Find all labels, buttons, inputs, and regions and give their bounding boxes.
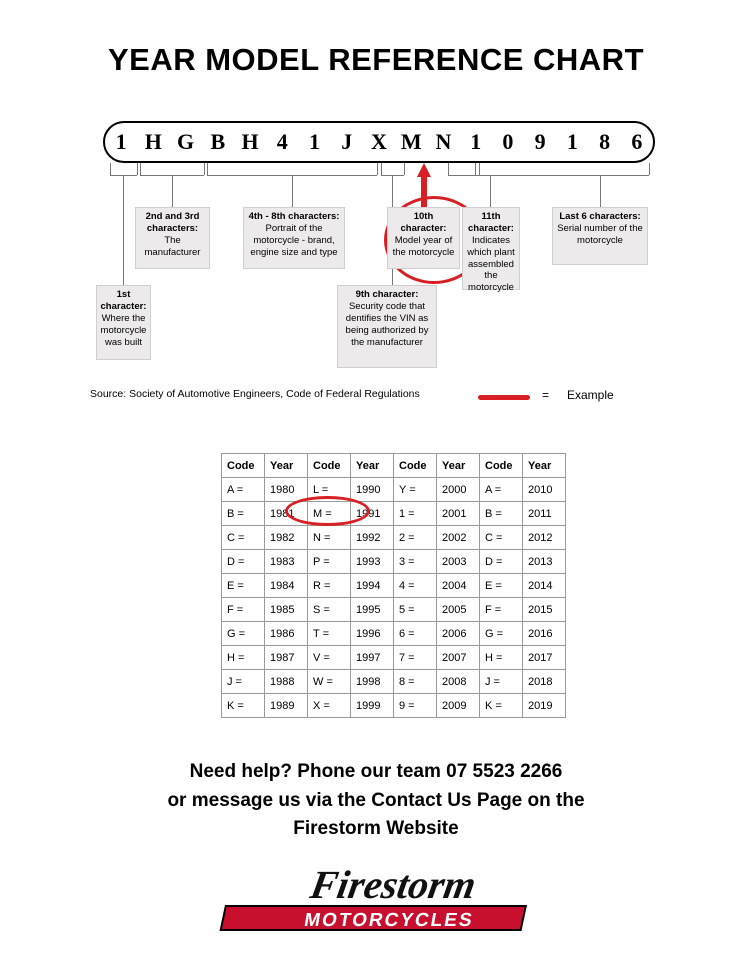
connector-line — [137, 163, 138, 175]
cell-year: 2004 — [437, 574, 480, 598]
year-1991-highlight-circle — [285, 496, 370, 526]
vin-character: 1 — [309, 129, 321, 154]
cell-year: 2000 — [437, 478, 480, 502]
connector-line — [490, 175, 491, 207]
callout-heading: 2nd and 3rd characters: — [145, 211, 200, 234]
callout-body: Model year of the motorcycle — [392, 234, 455, 258]
cell-year: 1999 — [351, 694, 394, 718]
cell-code: 9 = — [394, 694, 437, 718]
example-equals: = — [542, 388, 550, 402]
connector-line — [448, 163, 449, 175]
source-text: Source: Society of Automotive Engineers, Code of Federal Regulations — [90, 388, 420, 400]
cell-year: 2001 — [437, 502, 480, 526]
footer-line-3: Firestorm Website — [293, 818, 459, 839]
table-row — [222, 598, 566, 622]
cell-year: 2018 — [523, 670, 566, 694]
column-header: Year — [265, 454, 308, 478]
callout-heading: 9th character: — [355, 289, 419, 300]
cell-year: 2016 — [523, 622, 566, 646]
cell-code: 8 = — [394, 670, 437, 694]
column-header: Year — [437, 454, 480, 478]
page-title: YEAR MODEL REFERENCE CHART — [107, 42, 645, 77]
connector-line — [479, 175, 649, 176]
cell-code: R = — [308, 574, 351, 598]
vin-character: N — [435, 129, 452, 154]
cell-year: 2011 — [523, 502, 566, 526]
callout-body: Serial number of the motorcycle — [557, 222, 643, 246]
table-header-row — [222, 454, 566, 478]
cell-code: C = — [480, 526, 523, 550]
vin-character: 8 — [599, 129, 611, 154]
callout-heading: 4th - 8th characters: — [248, 211, 340, 222]
cell-year-highlighted: 1991 — [351, 502, 394, 526]
vin-number-box — [103, 121, 655, 163]
cell-code: K = — [480, 694, 523, 718]
callout-heading: 10th character: — [400, 211, 447, 234]
connector-line — [172, 175, 173, 207]
cell-code: K = — [222, 694, 265, 718]
cell-code: J = — [480, 670, 523, 694]
connector-line — [475, 163, 476, 175]
footer-line-2: or message us via the Contact Us Page on the — [167, 789, 585, 811]
vin-character: 1 — [115, 129, 127, 154]
connector-line — [381, 163, 382, 175]
connector-line — [649, 163, 650, 175]
vin-character: 6 — [631, 129, 643, 154]
vin-character: H — [144, 129, 162, 154]
column-header: Year — [523, 454, 566, 478]
cell-code-highlighted: M = — [308, 502, 351, 526]
example-swatch — [478, 395, 530, 400]
callout-body: Where the motorcycle was built — [100, 312, 147, 348]
cell-year: 1993 — [351, 550, 394, 574]
cell-year: 1985 — [265, 598, 308, 622]
table-row — [222, 694, 566, 718]
cell-year: 1984 — [265, 574, 308, 598]
cell-code: H = — [222, 646, 265, 670]
vin-character: 4 — [276, 129, 288, 154]
cell-code: X = — [308, 694, 351, 718]
table-row — [222, 502, 566, 526]
cell-year: 2005 — [437, 598, 480, 622]
vin-character: 1 — [566, 129, 578, 154]
table-row — [222, 574, 566, 598]
footer-line-1: Need help? Phone our team 07 5523 2266 — [189, 761, 563, 782]
callout-tenth-character — [387, 207, 460, 269]
callout-body: Portrait of the motorcycle - brand, engine size and type — [250, 222, 338, 258]
connector-line — [292, 175, 293, 207]
cell-code: H = — [480, 646, 523, 670]
cell-year: 2012 — [523, 526, 566, 550]
cell-year: 1981 — [265, 502, 308, 526]
callout-body: The manufacturer — [144, 234, 201, 258]
cell-code: N = — [308, 526, 351, 550]
callout-heading: Last 6 characters: — [559, 211, 641, 222]
callout-body: Indicates which plant assembled the motorcycle — [467, 234, 515, 294]
cell-code: 2 = — [394, 526, 437, 550]
cell-code: S = — [308, 598, 351, 622]
vin-character: 9 — [534, 129, 546, 154]
cell-year: 1995 — [351, 598, 394, 622]
table-row — [222, 526, 566, 550]
cell-code: D = — [222, 550, 265, 574]
column-header: Code — [222, 454, 265, 478]
callout-eleventh-character — [462, 207, 520, 294]
cell-code: F = — [222, 598, 265, 622]
cell-code: C = — [222, 526, 265, 550]
connector-line — [600, 175, 601, 207]
connector-line — [479, 163, 480, 175]
cell-year: 2003 — [437, 550, 480, 574]
cell-code: G = — [480, 622, 523, 646]
cell-code: G = — [222, 622, 265, 646]
cell-year: 1998 — [351, 670, 394, 694]
table-row — [222, 478, 566, 502]
column-header: Code — [394, 454, 437, 478]
cell-code: 7 = — [394, 646, 437, 670]
callout-ninth-character — [337, 285, 437, 368]
cell-code: P = — [308, 550, 351, 574]
cell-code: A = — [480, 478, 523, 502]
connector-line — [110, 163, 111, 175]
cell-year: 1986 — [265, 622, 308, 646]
table-row — [222, 622, 566, 646]
cell-code: E = — [480, 574, 523, 598]
cell-code: A = — [222, 478, 265, 502]
connector-line — [207, 163, 208, 175]
firestorm-logo — [196, 858, 556, 936]
cell-year: 2019 — [523, 694, 566, 718]
cell-year: 1990 — [351, 478, 394, 502]
cell-year: 1994 — [351, 574, 394, 598]
cell-code: J = — [222, 670, 265, 694]
callout-fourth-eighth-characters — [243, 207, 345, 269]
cell-year: 1980 — [265, 478, 308, 502]
cell-code: T = — [308, 622, 351, 646]
vin-character: J — [341, 129, 353, 154]
connector-line — [204, 163, 205, 175]
cell-code: F = — [480, 598, 523, 622]
cell-code: 4 = — [394, 574, 437, 598]
cell-code: D = — [480, 550, 523, 574]
vin-character: G — [177, 129, 195, 154]
cell-year: 2009 — [437, 694, 480, 718]
callout-heading: 11th character: — [468, 211, 514, 234]
cell-year: 2015 — [523, 598, 566, 622]
year-code-table — [221, 453, 566, 718]
vin-character: X — [371, 129, 387, 154]
cell-year: 1983 — [265, 550, 308, 574]
callout-second-third-characters — [135, 207, 210, 269]
connector-line — [377, 163, 378, 175]
cell-year: 2007 — [437, 646, 480, 670]
logo-subtitle: MOTORCYCLES — [302, 910, 476, 931]
cell-code: 5 = — [394, 598, 437, 622]
cell-year: 1987 — [265, 646, 308, 670]
cell-year: 1996 — [351, 622, 394, 646]
vin-character: 1 — [470, 129, 482, 154]
connector-line — [404, 163, 405, 175]
vin-character: 0 — [502, 129, 514, 154]
table-row — [222, 646, 566, 670]
column-header: Code — [480, 454, 523, 478]
cell-year: 2014 — [523, 574, 566, 598]
callout-body: Security code that dentifies the VIN as being authorized by the manufacturer — [345, 300, 429, 348]
table-row — [222, 670, 566, 694]
cell-code: L = — [308, 478, 351, 502]
cell-code: W = — [308, 670, 351, 694]
cell-year: 1997 — [351, 646, 394, 670]
cell-code: B = — [480, 502, 523, 526]
callout-last-six-characters — [552, 207, 648, 265]
cell-year: 1989 — [265, 694, 308, 718]
cell-year: 1992 — [351, 526, 394, 550]
cell-year: 2006 — [437, 622, 480, 646]
cell-code: 6 = — [394, 622, 437, 646]
callout-first-character — [96, 285, 151, 360]
cell-year: 1982 — [265, 526, 308, 550]
cell-code: V = — [308, 646, 351, 670]
cell-year: 2008 — [437, 670, 480, 694]
cell-code: 3 = — [394, 550, 437, 574]
example-label: Example — [567, 388, 614, 402]
table-row — [222, 550, 566, 574]
cell-code: Y = — [394, 478, 437, 502]
cell-code: 1 = — [394, 502, 437, 526]
model-year-arrow-icon — [417, 163, 431, 211]
cell-code: B = — [222, 502, 265, 526]
column-header: Year — [351, 454, 394, 478]
cell-year: 2017 — [523, 646, 566, 670]
cell-year: 2013 — [523, 550, 566, 574]
vin-character: H — [241, 129, 259, 154]
footer-contact-text — [0, 758, 752, 844]
cell-year: 1988 — [265, 670, 308, 694]
column-header: Code — [308, 454, 351, 478]
callout-heading: 1st character: — [100, 289, 147, 312]
cell-code: E = — [222, 574, 265, 598]
vin-character-model-year: M — [400, 129, 422, 154]
connector-line — [140, 163, 141, 175]
cell-year: 2010 — [523, 478, 566, 502]
vin-character: B — [210, 129, 226, 154]
connector-line — [123, 175, 124, 285]
firestorm-logo-graphic — [196, 858, 556, 936]
logo-wordmark: Firestorm — [307, 862, 480, 907]
cell-year: 2002 — [437, 526, 480, 550]
